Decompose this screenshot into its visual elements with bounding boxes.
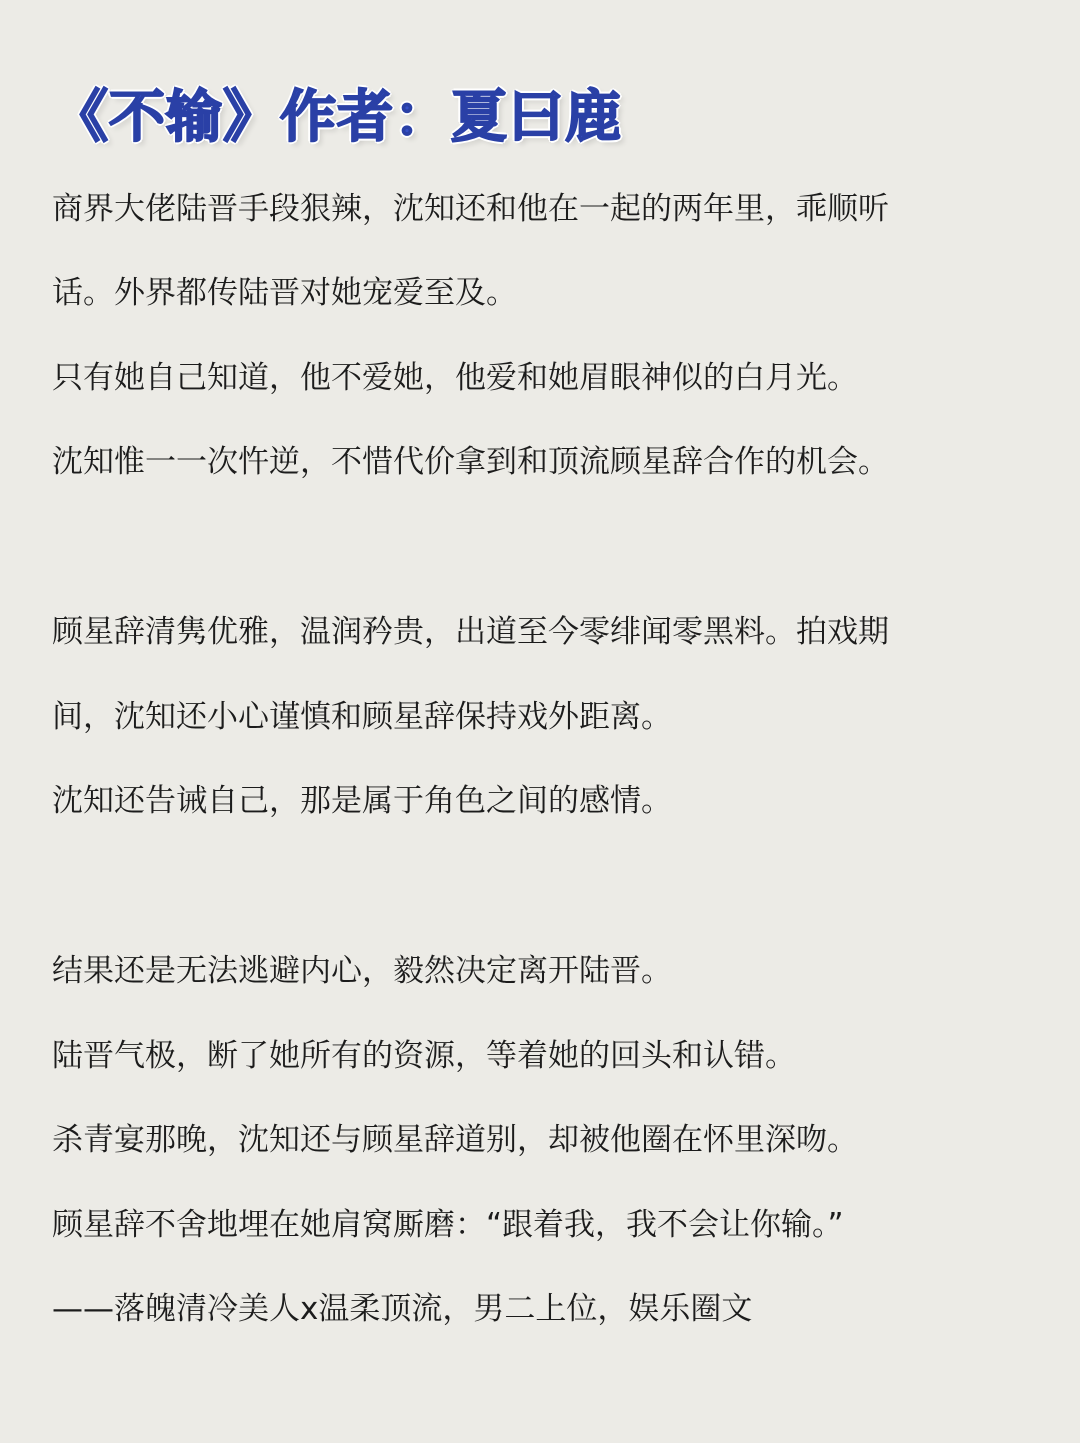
text-line: 只有她自己知道，他不爱她，他爱和她眉眼神似的白月光。 <box>52 360 858 396</box>
text-line: 陆晋气极，断了她所有的资源，等着她的回头和认错。 <box>52 1038 796 1074</box>
text-line: 顾星辞不舍地埋在她肩窝厮磨：“跟着我，我不会让你输。” <box>52 1207 844 1243</box>
book-title: 《不输》作者：夏曰鹿 <box>52 85 622 150</box>
text-line: 沈知惟一一次忤逆，不惜代价拿到和顶流顾星辞合作的机会。 <box>52 444 889 480</box>
text-line: 顾星辞清隽优雅，温润矜贵，出道至今零绯闻零黑料。拍戏期 <box>52 614 889 650</box>
text-line: 杀青宴那晚，沈知还与顾星辞道别，却被他圈在怀里深吻。 <box>52 1122 858 1158</box>
text-line: 话。外界都传陆晋对她宠爱至及。 <box>52 275 517 311</box>
text-line: 间，沈知还小心谨慎和顾星辞保持戏外距离。 <box>52 699 672 735</box>
tagline: ——落魄清冷美人x温柔顶流，男二上位，娱乐圈文 <box>52 1291 753 1327</box>
text-line: 商界大佬陆晋手段狠辣，沈知还和他在一起的两年里，乖顺听 <box>52 191 889 227</box>
text-line: 结果还是无法逃避内心，毅然决定离开陆晋。 <box>52 953 672 989</box>
text-line: 沈知还告诫自己，那是属于角色之间的感情。 <box>52 783 672 819</box>
